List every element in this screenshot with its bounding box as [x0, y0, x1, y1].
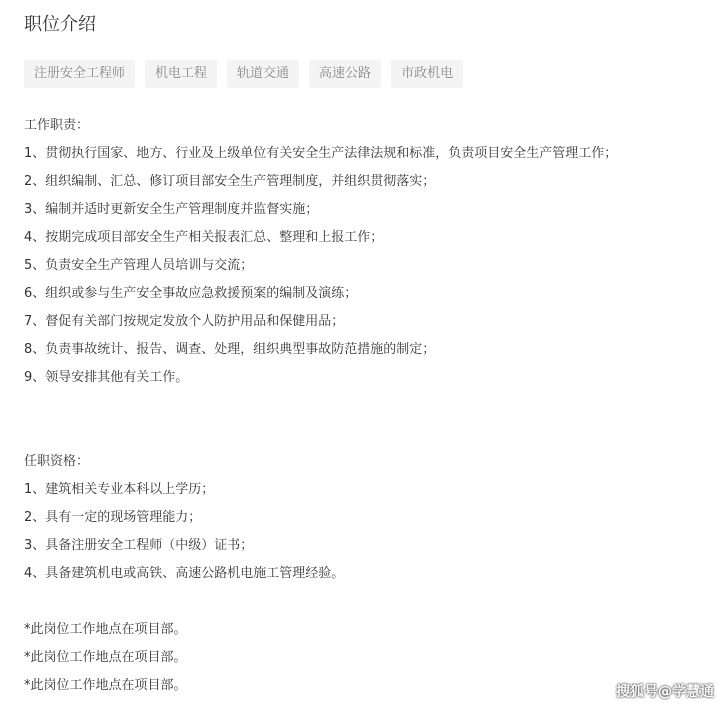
requirements-heading: 任职资格：: [24, 454, 90, 469]
requirement-item: 3、具备注册安全工程师（中级）证书；: [24, 538, 254, 553]
duty-item: 8、负责事故统计、报告、调查、处理，组织典型事故防范措施的制定；: [24, 342, 436, 357]
duty-item: 3、编制并适时更新安全生产管理制度并监督实施；: [24, 202, 319, 217]
duties-section: [24, 112, 617, 392]
page-title: 职位介绍: [24, 14, 96, 35]
duties-heading: 工作职责：: [24, 118, 90, 133]
duty-item: 9、领导安排其他有关工作。: [24, 370, 189, 385]
duty-item: 1、贯彻执行国家、地方、行业及上级单位有关安全生产法律法规和标准，负责项目安全生产管理工作；: [24, 146, 618, 161]
requirement-item: 4、具备建筑机电或高铁、高速公路机电施工管理经验。: [24, 566, 345, 581]
duty-item: 5、负责安全生产管理人员培训与交流；: [24, 258, 254, 273]
duty-item: 7、督促有关部门按规定发放个人防护用品和保健用品；: [24, 314, 345, 329]
tag-list: [24, 60, 463, 88]
tag-municipal[interactable]: 市政机电: [391, 60, 463, 88]
requirements-section: [24, 448, 344, 588]
location-note: *此岗位工作地点在项目部。: [24, 650, 187, 665]
notes-section: [24, 616, 187, 700]
duty-item: 6、组织或参与生产安全事故应急救援预案的编制及演练；: [24, 286, 358, 301]
duty-item: 2、组织编制、汇总、修订项目部安全生产管理制度，并组织贯彻落实；: [24, 174, 436, 189]
requirement-item: 2、具有一定的现场管理能力；: [24, 510, 202, 525]
location-note: *此岗位工作地点在项目部。: [24, 678, 187, 693]
location-note: *此岗位工作地点在项目部。: [24, 622, 187, 637]
watermark: 搜狐号@学慧通: [616, 684, 714, 700]
tag-highway[interactable]: 高速公路: [309, 60, 381, 88]
tag-mechanical-electrical[interactable]: 机电工程: [145, 60, 217, 88]
requirement-item: 1、建筑相关专业本科以上学历；: [24, 482, 215, 497]
tag-rail-transit[interactable]: 轨道交通: [227, 60, 299, 88]
tag-safety-engineer[interactable]: 注册安全工程师: [24, 60, 135, 88]
duty-item: 4、按期完成项目部安全生产相关报表汇总、整理和上报工作；: [24, 230, 384, 245]
